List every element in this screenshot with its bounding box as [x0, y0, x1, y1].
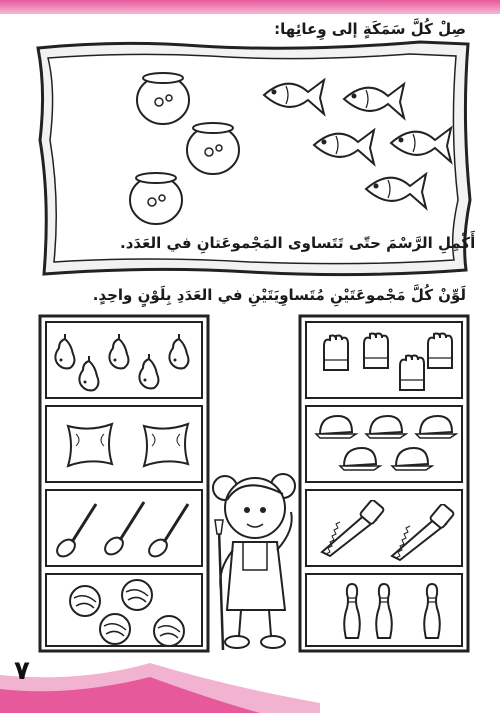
pear-icon [74, 352, 104, 394]
marble-icon [68, 584, 102, 618]
glove-icon [356, 330, 396, 372]
pear-icon [104, 330, 134, 372]
bowling-pin-icon [372, 580, 396, 644]
glove-icon [392, 352, 432, 394]
cap-icon [414, 412, 458, 442]
saw-icon [386, 504, 456, 562]
instruction-match: صِلْ كُلَّ سَمَكَةٍ إلى وِعائِها: [274, 20, 466, 38]
pillow-icon [62, 418, 118, 470]
marble-icon [152, 614, 186, 648]
spoon-icon [144, 496, 194, 562]
spoon-icon [100, 494, 150, 560]
page-number: ٧ [14, 656, 30, 686]
marble-icon [98, 612, 132, 646]
pear-icon [134, 350, 164, 392]
pillow-icon [138, 418, 194, 470]
marble-icon [120, 578, 154, 612]
cap-icon [390, 444, 434, 474]
cap-icon [338, 444, 382, 474]
girl-with-brush-illustration [203, 460, 303, 660]
instruction-color: لَوِّنْ كُلَّ مَجْموعَتَيْنِ مُتَساوِيَتَيْنِ في العَدَدِ بِلَوْنٍ واحِدٍ. [92, 286, 466, 304]
bowling-pin-icon [420, 580, 444, 644]
cap-icon [364, 412, 408, 442]
cap-icon [314, 412, 358, 442]
spoon-icon [52, 496, 102, 562]
bottom-pink-corner [0, 653, 500, 713]
pear-icon [164, 330, 194, 372]
bowling-pin-icon [340, 580, 364, 644]
instruction-complete: أَكْمِلِ الرَّسْمَ حتّى تَتَساوى المَجْموعَتانِ في العَدَد. [120, 234, 476, 252]
saw-icon [316, 500, 386, 558]
glove-icon [316, 332, 356, 374]
